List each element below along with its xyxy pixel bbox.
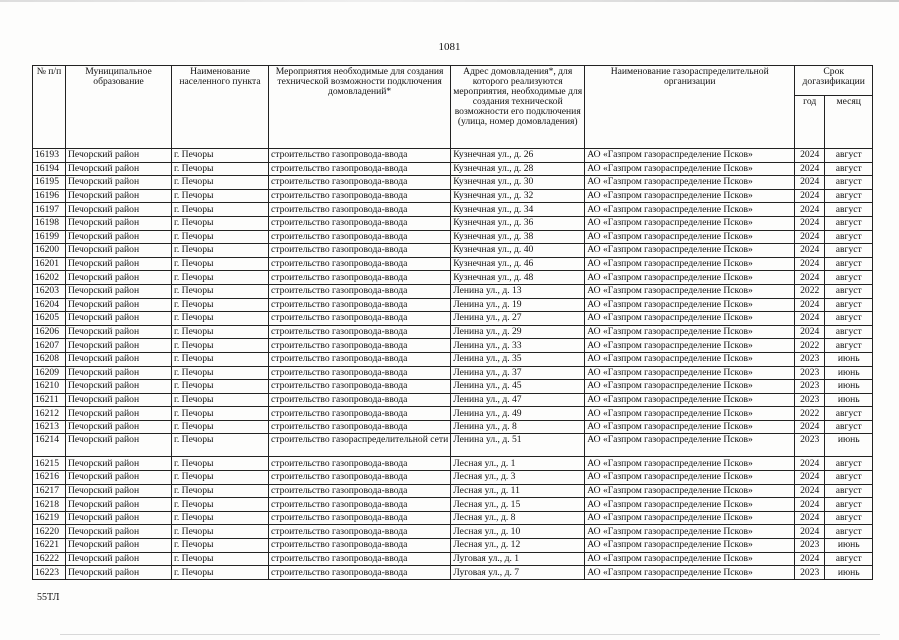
- cell-org: АО «Газпром газораспределение Псков»: [585, 366, 795, 380]
- table-row: [33, 552, 873, 566]
- cell-num: 16200: [33, 244, 66, 258]
- cell-mun: Печорский район: [66, 457, 172, 471]
- cell-year: 2024: [795, 484, 825, 498]
- cell-set: г. Печоры: [172, 539, 269, 553]
- cell-addr: Луговая ул., д. 7: [451, 566, 585, 580]
- cell-num: 16210: [33, 380, 66, 394]
- footer-code: 55ТЛ: [37, 592, 60, 603]
- cell-year: 2024: [795, 271, 825, 285]
- cell-addr: Ленина ул., д. 29: [451, 325, 585, 339]
- cell-month: июнь: [825, 434, 873, 457]
- scan-bottom-edge: [60, 634, 880, 635]
- header-year: год: [795, 96, 825, 149]
- cell-num: 16211: [33, 393, 66, 407]
- cell-meas: строительство газопровода-ввода: [269, 352, 451, 366]
- header-num: № п/п: [33, 66, 66, 149]
- cell-month: август: [825, 216, 873, 230]
- cell-meas: строительство газопровода-ввода: [269, 325, 451, 339]
- cell-org: АО «Газпром газораспределение Псков»: [585, 511, 795, 525]
- cell-month: август: [825, 162, 873, 176]
- cell-mun: Печорский район: [66, 230, 172, 244]
- cell-set: г. Печоры: [172, 420, 269, 434]
- cell-month: август: [825, 420, 873, 434]
- cell-meas: строительство газопровода-ввода: [269, 484, 451, 498]
- cell-addr: Кузнечная ул., д. 48: [451, 271, 585, 285]
- cell-addr: Ленина ул., д. 45: [451, 380, 585, 394]
- cell-year: 2023: [795, 434, 825, 457]
- cell-meas: строительство газопровода-ввода: [269, 552, 451, 566]
- cell-mun: Печорский район: [66, 271, 172, 285]
- cell-year: 2024: [795, 149, 825, 163]
- cell-mun: Печорский район: [66, 420, 172, 434]
- cell-year: 2023: [795, 393, 825, 407]
- cell-year: 2024: [795, 176, 825, 190]
- cell-addr: Кузнечная ул., д. 38: [451, 230, 585, 244]
- cell-set: г. Печоры: [172, 149, 269, 163]
- cell-set: г. Печоры: [172, 312, 269, 326]
- cell-num: 16221: [33, 539, 66, 553]
- cell-num: 16194: [33, 162, 66, 176]
- cell-set: г. Печоры: [172, 457, 269, 471]
- header-settlement: Наименование населенного пункта: [172, 66, 269, 149]
- cell-meas: строительство газопровода-ввода: [269, 244, 451, 258]
- cell-year: 2024: [795, 162, 825, 176]
- cell-set: г. Печоры: [172, 298, 269, 312]
- cell-num: 16206: [33, 325, 66, 339]
- cell-month: июнь: [825, 366, 873, 380]
- cell-num: 16205: [33, 312, 66, 326]
- cell-num: 16199: [33, 230, 66, 244]
- cell-month: август: [825, 484, 873, 498]
- cell-meas: строительство газопровода-ввода: [269, 203, 451, 217]
- cell-org: АО «Газпром газораспределение Псков»: [585, 216, 795, 230]
- cell-mun: Печорский район: [66, 366, 172, 380]
- table-row: [33, 284, 873, 298]
- cell-num: 16208: [33, 352, 66, 366]
- table-row: [33, 244, 873, 258]
- cell-mun: Печорский район: [66, 216, 172, 230]
- cell-num: 16217: [33, 484, 66, 498]
- cell-num: 16207: [33, 339, 66, 353]
- cell-mun: Печорский район: [66, 525, 172, 539]
- table-row: [33, 393, 873, 407]
- cell-addr: Лесная ул., д. 3: [451, 471, 585, 485]
- cell-set: г. Печоры: [172, 471, 269, 485]
- cell-addr: Кузнечная ул., д. 46: [451, 257, 585, 271]
- table-row: [33, 366, 873, 380]
- cell-mun: Печорский район: [66, 552, 172, 566]
- cell-month: август: [825, 230, 873, 244]
- cell-num: 16212: [33, 407, 66, 421]
- cell-addr: Лесная ул., д. 10: [451, 525, 585, 539]
- cell-addr: Лесная ул., д. 11: [451, 484, 585, 498]
- cell-set: г. Печоры: [172, 271, 269, 285]
- cell-set: г. Печоры: [172, 284, 269, 298]
- table-row: [33, 434, 873, 457]
- cell-month: август: [825, 271, 873, 285]
- cell-num: 16222: [33, 552, 66, 566]
- table-row: [33, 498, 873, 512]
- cell-mun: Печорский район: [66, 339, 172, 353]
- cell-org: АО «Газпром газораспределение Псков»: [585, 244, 795, 258]
- cell-org: АО «Газпром газораспределение Псков»: [585, 325, 795, 339]
- cell-set: г. Печоры: [172, 216, 269, 230]
- cell-addr: Кузнечная ул., д. 32: [451, 189, 585, 203]
- cell-org: АО «Газпром газораспределение Псков»: [585, 539, 795, 553]
- cell-org: АО «Газпром газораспределение Псков»: [585, 284, 795, 298]
- cell-meas: строительство газопровода-ввода: [269, 149, 451, 163]
- cell-addr: Ленина ул., д. 49: [451, 407, 585, 421]
- cell-set: г. Печоры: [172, 162, 269, 176]
- cell-mun: Печорский район: [66, 325, 172, 339]
- cell-meas: строительство газопровода-ввода: [269, 471, 451, 485]
- cell-meas: строительство газопровода-ввода: [269, 457, 451, 471]
- scan-top-edge: [0, 0, 899, 2]
- cell-addr: Ленина ул., д. 47: [451, 393, 585, 407]
- cell-addr: Кузнечная ул., д. 34: [451, 203, 585, 217]
- cell-year: 2023: [795, 380, 825, 394]
- cell-mun: Печорский район: [66, 298, 172, 312]
- cell-org: АО «Газпром газораспределение Псков»: [585, 566, 795, 580]
- cell-num: 16213: [33, 420, 66, 434]
- cell-month: август: [825, 176, 873, 190]
- cell-meas: строительство газопровода-ввода: [269, 189, 451, 203]
- cell-year: 2024: [795, 257, 825, 271]
- cell-meas: строительство газопровода-ввода: [269, 380, 451, 394]
- cell-year: 2024: [795, 552, 825, 566]
- cell-year: 2022: [795, 284, 825, 298]
- cell-num: 16214: [33, 434, 66, 457]
- cell-addr: Кузнечная ул., д. 28: [451, 162, 585, 176]
- header-term: Срок догазификации: [795, 66, 873, 96]
- cell-num: 16215: [33, 457, 66, 471]
- cell-year: 2024: [795, 325, 825, 339]
- cell-mun: Печорский район: [66, 149, 172, 163]
- cell-org: АО «Газпром газораспределение Псков»: [585, 407, 795, 421]
- cell-num: 16196: [33, 189, 66, 203]
- cell-meas: строительство газопровода-ввода: [269, 230, 451, 244]
- cell-addr: Кузнечная ул., д. 26: [451, 149, 585, 163]
- cell-set: г. Печоры: [172, 434, 269, 457]
- cell-year: 2024: [795, 457, 825, 471]
- cell-year: 2022: [795, 339, 825, 353]
- cell-month: август: [825, 149, 873, 163]
- cell-month: август: [825, 552, 873, 566]
- table-row: [33, 325, 873, 339]
- table-row: [33, 176, 873, 190]
- cell-set: г. Печоры: [172, 393, 269, 407]
- cell-org: АО «Газпром газораспределение Псков»: [585, 525, 795, 539]
- cell-month: август: [825, 257, 873, 271]
- table-row: [33, 189, 873, 203]
- cell-year: 2024: [795, 525, 825, 539]
- cell-addr: Ленина ул., д. 33: [451, 339, 585, 353]
- cell-month: август: [825, 511, 873, 525]
- cell-meas: строительство газопровода-ввода: [269, 284, 451, 298]
- header-address: Адрес домовладения*, для которого реализуются мероприятия, необходимые для создания технической возможности его подключения (улица, номер домовладения): [451, 66, 585, 149]
- cell-mun: Печорский район: [66, 484, 172, 498]
- cell-num: 16198: [33, 216, 66, 230]
- cell-year: 2024: [795, 312, 825, 326]
- cell-year: 2024: [795, 203, 825, 217]
- cell-addr: Кузнечная ул., д. 40: [451, 244, 585, 258]
- table-row: [33, 525, 873, 539]
- cell-num: 16223: [33, 566, 66, 580]
- cell-mun: Печорский район: [66, 471, 172, 485]
- cell-org: АО «Газпром газораспределение Псков»: [585, 552, 795, 566]
- cell-org: АО «Газпром газораспределение Псков»: [585, 257, 795, 271]
- cell-num: 16218: [33, 498, 66, 512]
- cell-num: 16204: [33, 298, 66, 312]
- table-row: [33, 312, 873, 326]
- cell-mun: Печорский район: [66, 380, 172, 394]
- cell-mun: Печорский район: [66, 162, 172, 176]
- cell-mun: Печорский район: [66, 498, 172, 512]
- cell-num: 16197: [33, 203, 66, 217]
- cell-mun: Печорский район: [66, 203, 172, 217]
- cell-month: июнь: [825, 566, 873, 580]
- cell-meas: строительство газопровода-ввода: [269, 566, 451, 580]
- cell-num: 16220: [33, 525, 66, 539]
- cell-org: АО «Газпром газораспределение Псков»: [585, 298, 795, 312]
- cell-month: август: [825, 189, 873, 203]
- cell-month: август: [825, 498, 873, 512]
- cell-addr: Ленина ул., д. 27: [451, 312, 585, 326]
- cell-addr: Лесная ул., д. 12: [451, 539, 585, 553]
- cell-set: г. Печоры: [172, 257, 269, 271]
- cell-year: 2023: [795, 366, 825, 380]
- cell-mun: Печорский район: [66, 176, 172, 190]
- cell-addr: Луговая ул., д. 1: [451, 552, 585, 566]
- cell-addr: Кузнечная ул., д. 36: [451, 216, 585, 230]
- cell-num: 16193: [33, 149, 66, 163]
- cell-addr: Ленина ул., д. 37: [451, 366, 585, 380]
- cell-set: г. Печоры: [172, 525, 269, 539]
- cell-year: 2023: [795, 352, 825, 366]
- cell-month: август: [825, 525, 873, 539]
- table-row: [33, 298, 873, 312]
- table-row: [33, 162, 873, 176]
- cell-num: 16202: [33, 271, 66, 285]
- cell-num: 16195: [33, 176, 66, 190]
- cell-month: август: [825, 457, 873, 471]
- cell-year: 2022: [795, 407, 825, 421]
- cell-meas: строительство газопровода-ввода: [269, 366, 451, 380]
- header-measures: Мероприятия необходимые для создания технической возможности подключения домовладений*: [269, 66, 451, 149]
- cell-set: г. Печоры: [172, 484, 269, 498]
- cell-meas: строительство газораспределительной сети: [269, 434, 451, 457]
- cell-set: г. Печоры: [172, 176, 269, 190]
- cell-year: 2024: [795, 498, 825, 512]
- cell-meas: строительство газопровода-ввода: [269, 298, 451, 312]
- cell-year: 2024: [795, 230, 825, 244]
- cell-month: август: [825, 298, 873, 312]
- cell-org: АО «Газпром газораспределение Псков»: [585, 189, 795, 203]
- header-month: месяц: [825, 96, 873, 149]
- table-row: [33, 457, 873, 471]
- cell-org: АО «Газпром газораспределение Псков»: [585, 271, 795, 285]
- cell-month: август: [825, 407, 873, 421]
- cell-meas: строительство газопровода-ввода: [269, 312, 451, 326]
- cell-meas: строительство газопровода-ввода: [269, 498, 451, 512]
- cell-addr: Лесная ул., д. 1: [451, 457, 585, 471]
- cell-meas: строительство газопровода-ввода: [269, 339, 451, 353]
- cell-org: АО «Газпром газораспределение Псков»: [585, 203, 795, 217]
- cell-meas: строительство газопровода-ввода: [269, 525, 451, 539]
- cell-set: г. Печоры: [172, 203, 269, 217]
- cell-meas: строительство газопровода-ввода: [269, 407, 451, 421]
- cell-set: г. Печоры: [172, 244, 269, 258]
- cell-org: АО «Газпром газораспределение Псков»: [585, 149, 795, 163]
- cell-org: АО «Газпром газораспределение Псков»: [585, 393, 795, 407]
- cell-year: 2024: [795, 244, 825, 258]
- cell-year: 2024: [795, 189, 825, 203]
- cell-year: 2023: [795, 539, 825, 553]
- cell-month: июнь: [825, 352, 873, 366]
- cell-num: 16219: [33, 511, 66, 525]
- table-row: [33, 511, 873, 525]
- cell-mun: Печорский район: [66, 257, 172, 271]
- gasification-table: [32, 65, 873, 580]
- cell-set: г. Печоры: [172, 380, 269, 394]
- cell-addr: Кузнечная ул., д. 30: [451, 176, 585, 190]
- cell-num: 16216: [33, 471, 66, 485]
- cell-year: 2024: [795, 511, 825, 525]
- cell-mun: Печорский район: [66, 189, 172, 203]
- table-row: [33, 271, 873, 285]
- cell-mun: Печорский район: [66, 407, 172, 421]
- table-row: [33, 539, 873, 553]
- table-row: [33, 230, 873, 244]
- cell-org: АО «Газпром газораспределение Псков»: [585, 498, 795, 512]
- cell-set: г. Печоры: [172, 339, 269, 353]
- cell-org: АО «Газпром газораспределение Псков»: [585, 339, 795, 353]
- table-row: [33, 484, 873, 498]
- page-number: 1081: [438, 41, 461, 53]
- cell-org: АО «Газпром газораспределение Псков»: [585, 162, 795, 176]
- table-row: [33, 420, 873, 434]
- cell-addr: Ленина ул., д. 35: [451, 352, 585, 366]
- cell-set: г. Печоры: [172, 352, 269, 366]
- cell-org: АО «Газпром газораспределение Псков»: [585, 484, 795, 498]
- cell-org: АО «Газпром газораспределение Псков»: [585, 420, 795, 434]
- cell-mun: Печорский район: [66, 566, 172, 580]
- cell-mun: Печорский район: [66, 352, 172, 366]
- cell-year: 2024: [795, 216, 825, 230]
- cell-set: г. Печоры: [172, 325, 269, 339]
- table-row: [33, 471, 873, 485]
- cell-year: 2024: [795, 420, 825, 434]
- cell-meas: строительство газопровода-ввода: [269, 511, 451, 525]
- cell-num: 16201: [33, 257, 66, 271]
- cell-set: г. Печоры: [172, 552, 269, 566]
- cell-month: август: [825, 471, 873, 485]
- cell-set: г. Печоры: [172, 511, 269, 525]
- cell-month: август: [825, 325, 873, 339]
- table-row: [33, 339, 873, 353]
- cell-num: 16203: [33, 284, 66, 298]
- cell-month: июнь: [825, 393, 873, 407]
- cell-month: август: [825, 203, 873, 217]
- cell-set: г. Печоры: [172, 189, 269, 203]
- table-row: [33, 380, 873, 394]
- cell-month: июнь: [825, 539, 873, 553]
- cell-mun: Печорский район: [66, 284, 172, 298]
- table-row: [33, 407, 873, 421]
- table-row: [33, 216, 873, 230]
- cell-set: г. Печоры: [172, 566, 269, 580]
- cell-set: г. Печоры: [172, 366, 269, 380]
- table-body: [33, 149, 873, 580]
- cell-meas: строительство газопровода-ввода: [269, 176, 451, 190]
- cell-mun: Печорский район: [66, 511, 172, 525]
- cell-addr: Ленина ул., д. 19: [451, 298, 585, 312]
- cell-meas: строительство газопровода-ввода: [269, 162, 451, 176]
- cell-mun: Печорский район: [66, 393, 172, 407]
- cell-month: август: [825, 339, 873, 353]
- cell-mun: Печорский район: [66, 244, 172, 258]
- cell-meas: строительство газопровода-ввода: [269, 393, 451, 407]
- cell-org: АО «Газпром газораспределение Псков»: [585, 380, 795, 394]
- cell-addr: Ленина ул., д. 51: [451, 434, 585, 457]
- cell-meas: строительство газопровода-ввода: [269, 216, 451, 230]
- table-row: [33, 352, 873, 366]
- cell-org: АО «Газпром газораспределение Псков»: [585, 312, 795, 326]
- cell-month: август: [825, 312, 873, 326]
- cell-addr: Лесная ул., д. 15: [451, 498, 585, 512]
- cell-meas: строительство газопровода-ввода: [269, 257, 451, 271]
- cell-set: г. Печоры: [172, 407, 269, 421]
- cell-org: АО «Газпром газораспределение Псков»: [585, 471, 795, 485]
- cell-addr: Лесная ул., д. 8: [451, 511, 585, 525]
- cell-org: АО «Газпром газораспределение Псков»: [585, 176, 795, 190]
- cell-addr: Ленина ул., д. 13: [451, 284, 585, 298]
- table-row: [33, 149, 873, 163]
- cell-mun: Печорский район: [66, 434, 172, 457]
- table-row: [33, 257, 873, 271]
- cell-mun: Печорский район: [66, 539, 172, 553]
- header-organization: Наименование газораспределительной организации: [585, 66, 795, 149]
- cell-meas: строительство газопровода-ввода: [269, 420, 451, 434]
- cell-org: АО «Газпром газораспределение Псков»: [585, 230, 795, 244]
- cell-org: АО «Газпром газораспределение Псков»: [585, 457, 795, 471]
- table-row: [33, 203, 873, 217]
- header-municipality: Муниципальное образование: [66, 66, 172, 149]
- cell-year: 2023: [795, 566, 825, 580]
- cell-mun: Печорский район: [66, 312, 172, 326]
- cell-month: август: [825, 284, 873, 298]
- cell-set: г. Печоры: [172, 498, 269, 512]
- cell-meas: строительство газопровода-ввода: [269, 271, 451, 285]
- cell-month: июнь: [825, 380, 873, 394]
- cell-set: г. Печоры: [172, 230, 269, 244]
- cell-year: 2024: [795, 298, 825, 312]
- cell-org: АО «Газпром газораспределение Псков»: [585, 434, 795, 457]
- cell-addr: Ленина ул., д. 8: [451, 420, 585, 434]
- cell-meas: строительство газопровода-ввода: [269, 539, 451, 553]
- cell-num: 16209: [33, 366, 66, 380]
- cell-org: АО «Газпром газораспределение Псков»: [585, 352, 795, 366]
- table-row: [33, 566, 873, 580]
- cell-month: август: [825, 244, 873, 258]
- cell-year: 2024: [795, 471, 825, 485]
